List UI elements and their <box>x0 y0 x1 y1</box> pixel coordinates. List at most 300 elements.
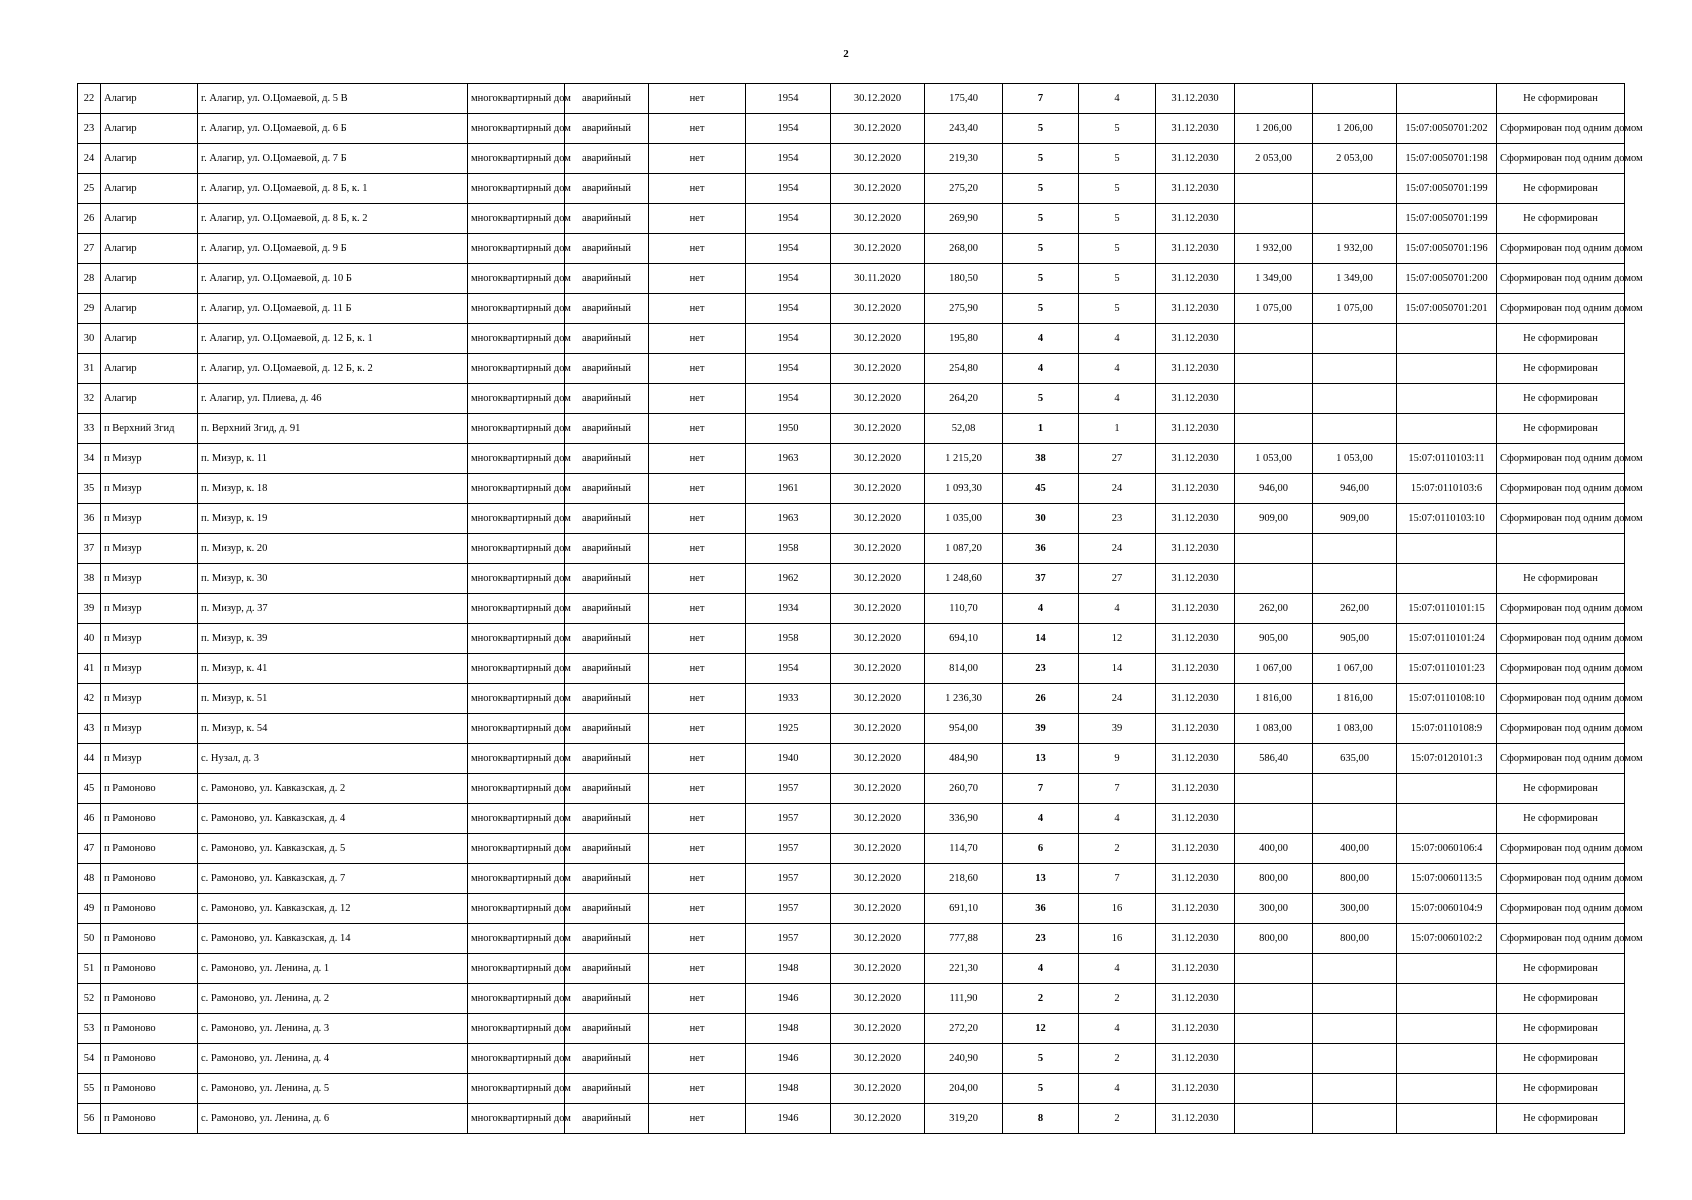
cadastral-number-cell <box>1397 324 1497 354</box>
cadastral-number-cell: 15:07:0050701:202 <box>1397 114 1497 144</box>
land-plot-status-cell: Сформирован под одним домом <box>1497 264 1625 294</box>
resettlement-deadline-cell: 31.12.2030 <box>1156 594 1235 624</box>
residents-count-cell: 36 <box>1003 894 1079 924</box>
land-area-cell: 1 083,00 <box>1235 714 1313 744</box>
condition-cell: аварийный <box>565 324 649 354</box>
included-flag-cell: нет <box>649 354 746 384</box>
included-flag-cell: нет <box>649 714 746 744</box>
land-area-cell <box>1235 324 1313 354</box>
resettlement-deadline-cell: 31.12.2030 <box>1156 1074 1235 1104</box>
row-number-cell: 50 <box>78 924 101 954</box>
premises-count-cell: 5 <box>1079 234 1156 264</box>
resettlement-deadline-cell: 31.12.2030 <box>1156 444 1235 474</box>
resettlement-deadline-cell: 31.12.2030 <box>1156 414 1235 444</box>
address-cell: п. Мизур, д. 37 <box>198 594 468 624</box>
land-area-total-cell: 1 067,00 <box>1313 654 1397 684</box>
included-flag-cell: нет <box>649 204 746 234</box>
resettlement-deadline-cell: 31.12.2030 <box>1156 234 1235 264</box>
land-area-cell <box>1235 954 1313 984</box>
settlement-cell: Алагир <box>101 174 198 204</box>
address-cell: п. Мизур, к. 19 <box>198 504 468 534</box>
resettlement-deadline-cell: 31.12.2030 <box>1156 144 1235 174</box>
residents-count-cell: 7 <box>1003 84 1079 114</box>
land-area-cell: 300,00 <box>1235 894 1313 924</box>
land-area-cell: 800,00 <box>1235 924 1313 954</box>
total-area-cell: 111,90 <box>925 984 1003 1014</box>
table-row <box>78 174 1625 204</box>
building-type-cell: многоквартирный дом <box>468 684 565 714</box>
table-row <box>78 804 1625 834</box>
address-cell: п. Мизур, к. 41 <box>198 654 468 684</box>
land-area-total-cell: 1 083,00 <box>1313 714 1397 744</box>
settlement-cell: Алагир <box>101 354 198 384</box>
total-area-cell: 221,30 <box>925 954 1003 984</box>
land-plot-status-cell: Сформирован под одним домом <box>1497 234 1625 264</box>
building-type-cell: многоквартирный дом <box>468 954 565 984</box>
recognition-date-cell: 30.12.2020 <box>831 684 925 714</box>
land-area-total-cell <box>1313 564 1397 594</box>
year-built-cell: 1957 <box>746 894 831 924</box>
building-type-cell: многоквартирный дом <box>468 924 565 954</box>
premises-count-cell: 5 <box>1079 264 1156 294</box>
page-number: 2 <box>843 48 849 60</box>
land-area-total-cell <box>1313 414 1397 444</box>
table-row <box>78 414 1625 444</box>
resettlement-deadline-cell: 31.12.2030 <box>1156 984 1235 1014</box>
total-area-cell: 691,10 <box>925 894 1003 924</box>
year-built-cell: 1954 <box>746 144 831 174</box>
resettlement-deadline-cell: 31.12.2030 <box>1156 624 1235 654</box>
land-area-total-cell <box>1313 534 1397 564</box>
row-number-cell: 54 <box>78 1044 101 1074</box>
table-row <box>78 144 1625 174</box>
premises-count-cell: 27 <box>1079 444 1156 474</box>
row-number-cell: 35 <box>78 474 101 504</box>
building-type-cell: многоквартирный дом <box>468 894 565 924</box>
premises-count-cell: 4 <box>1079 354 1156 384</box>
row-number-cell: 43 <box>78 714 101 744</box>
land-area-total-cell <box>1313 204 1397 234</box>
premises-count-cell: 24 <box>1079 474 1156 504</box>
cadastral-number-cell: 15:07:0050701:201 <box>1397 294 1497 324</box>
land-plot-status-cell: Сформирован под одним домом <box>1497 444 1625 474</box>
row-number-cell: 26 <box>78 204 101 234</box>
land-area-total-cell: 946,00 <box>1313 474 1397 504</box>
address-cell: г. Алагир, ул. О.Цомаевой, д. 6 Б <box>198 114 468 144</box>
cadastral-number-cell: 15:07:0060102:2 <box>1397 924 1497 954</box>
included-flag-cell: нет <box>649 804 746 834</box>
residents-count-cell: 4 <box>1003 594 1079 624</box>
land-plot-status-cell: Не сформирован <box>1497 1104 1625 1134</box>
settlement-cell: Алагир <box>101 204 198 234</box>
building-type-cell: многоквартирный дом <box>468 84 565 114</box>
total-area-cell: 219,30 <box>925 144 1003 174</box>
recognition-date-cell: 30.12.2020 <box>831 114 925 144</box>
settlement-cell: п Мизур <box>101 684 198 714</box>
row-number-cell: 38 <box>78 564 101 594</box>
land-area-total-cell: 2 053,00 <box>1313 144 1397 174</box>
building-type-cell: многоквартирный дом <box>468 834 565 864</box>
table-row <box>78 624 1625 654</box>
table-row <box>78 564 1625 594</box>
land-plot-status-cell: Не сформирован <box>1497 954 1625 984</box>
premises-count-cell: 5 <box>1079 114 1156 144</box>
settlement-cell: Алагир <box>101 234 198 264</box>
building-type-cell: многоквартирный дом <box>468 864 565 894</box>
residents-count-cell: 5 <box>1003 114 1079 144</box>
settlement-cell: Алагир <box>101 324 198 354</box>
building-type-cell: многоквартирный дом <box>468 804 565 834</box>
recognition-date-cell: 30.12.2020 <box>831 1044 925 1074</box>
recognition-date-cell: 30.12.2020 <box>831 834 925 864</box>
included-flag-cell: нет <box>649 414 746 444</box>
condition-cell: аварийный <box>565 954 649 984</box>
table-row <box>78 1044 1625 1074</box>
residents-count-cell: 30 <box>1003 504 1079 534</box>
building-type-cell: многоквартирный дом <box>468 654 565 684</box>
land-area-cell: 1 206,00 <box>1235 114 1313 144</box>
recognition-date-cell: 30.12.2020 <box>831 864 925 894</box>
land-plot-status-cell: Не сформирован <box>1497 354 1625 384</box>
land-area-cell <box>1235 1074 1313 1104</box>
premises-count-cell: 1 <box>1079 414 1156 444</box>
land-area-total-cell <box>1313 774 1397 804</box>
condition-cell: аварийный <box>565 294 649 324</box>
recognition-date-cell: 30.12.2020 <box>831 234 925 264</box>
building-type-cell: многоквартирный дом <box>468 594 565 624</box>
settlement-cell: п Рамоново <box>101 774 198 804</box>
row-number-cell: 45 <box>78 774 101 804</box>
building-type-cell: многоквартирный дом <box>468 144 565 174</box>
land-area-total-cell: 1 816,00 <box>1313 684 1397 714</box>
condition-cell: аварийный <box>565 714 649 744</box>
recognition-date-cell: 30.12.2020 <box>831 624 925 654</box>
condition-cell: аварийный <box>565 144 649 174</box>
total-area-cell: 814,00 <box>925 654 1003 684</box>
building-type-cell: многоквартирный дом <box>468 114 565 144</box>
recognition-date-cell: 30.12.2020 <box>831 174 925 204</box>
total-area-cell: 254,80 <box>925 354 1003 384</box>
included-flag-cell: нет <box>649 384 746 414</box>
residents-count-cell: 5 <box>1003 144 1079 174</box>
premises-count-cell: 24 <box>1079 684 1156 714</box>
row-number-cell: 40 <box>78 624 101 654</box>
recognition-date-cell: 30.12.2020 <box>831 84 925 114</box>
resettlement-deadline-cell: 31.12.2030 <box>1156 684 1235 714</box>
land-area-cell: 800,00 <box>1235 864 1313 894</box>
land-area-cell <box>1235 84 1313 114</box>
resettlement-deadline-cell: 31.12.2030 <box>1156 324 1235 354</box>
cadastral-number-cell: 15:07:0120101:3 <box>1397 744 1497 774</box>
premises-count-cell: 24 <box>1079 534 1156 564</box>
settlement-cell: п Рамоново <box>101 954 198 984</box>
table-row <box>78 984 1625 1014</box>
land-area-cell: 586,40 <box>1235 744 1313 774</box>
land-plot-status-cell: Не сформирован <box>1497 84 1625 114</box>
condition-cell: аварийный <box>565 354 649 384</box>
building-type-cell: многоквартирный дом <box>468 1044 565 1074</box>
table-row <box>78 954 1625 984</box>
land-area-cell <box>1235 1044 1313 1074</box>
table-row <box>78 354 1625 384</box>
row-number-cell: 34 <box>78 444 101 474</box>
residents-count-cell: 14 <box>1003 624 1079 654</box>
premises-count-cell: 2 <box>1079 834 1156 864</box>
residents-count-cell: 5 <box>1003 1074 1079 1104</box>
land-area-cell <box>1235 774 1313 804</box>
table-row <box>78 444 1625 474</box>
year-built-cell: 1934 <box>746 594 831 624</box>
residents-count-cell: 4 <box>1003 324 1079 354</box>
land-area-cell <box>1235 1104 1313 1134</box>
recognition-date-cell: 30.12.2020 <box>831 894 925 924</box>
year-built-cell: 1946 <box>746 1044 831 1074</box>
residents-count-cell: 5 <box>1003 204 1079 234</box>
included-flag-cell: нет <box>649 654 746 684</box>
land-area-total-cell <box>1313 984 1397 1014</box>
land-area-cell: 946,00 <box>1235 474 1313 504</box>
building-type-cell: многоквартирный дом <box>468 444 565 474</box>
residents-count-cell: 38 <box>1003 444 1079 474</box>
total-area-cell: 1 035,00 <box>925 504 1003 534</box>
building-type-cell: многоквартирный дом <box>468 204 565 234</box>
included-flag-cell: нет <box>649 834 746 864</box>
land-plot-status-cell: Сформирован под одним домом <box>1497 924 1625 954</box>
address-cell: г. Алагир, ул. О.Цомаевой, д. 5 В <box>198 84 468 114</box>
resettlement-deadline-cell: 31.12.2030 <box>1156 1104 1235 1134</box>
cadastral-number-cell: 15:07:0050701:199 <box>1397 204 1497 234</box>
year-built-cell: 1948 <box>746 1074 831 1104</box>
land-area-cell: 1 816,00 <box>1235 684 1313 714</box>
included-flag-cell: нет <box>649 324 746 354</box>
year-built-cell: 1958 <box>746 624 831 654</box>
building-type-cell: многоквартирный дом <box>468 714 565 744</box>
row-number-cell: 47 <box>78 834 101 864</box>
total-area-cell: 694,10 <box>925 624 1003 654</box>
premises-count-cell: 2 <box>1079 1044 1156 1074</box>
recognition-date-cell: 30.12.2020 <box>831 654 925 684</box>
settlement-cell: п Рамоново <box>101 804 198 834</box>
building-type-cell: многоквартирный дом <box>468 234 565 264</box>
recognition-date-cell: 30.12.2020 <box>831 1104 925 1134</box>
address-cell: п. Мизур, к. 20 <box>198 534 468 564</box>
cadastral-number-cell: 15:07:0060106:4 <box>1397 834 1497 864</box>
total-area-cell: 180,50 <box>925 264 1003 294</box>
land-area-cell: 2 053,00 <box>1235 144 1313 174</box>
included-flag-cell: нет <box>649 744 746 774</box>
residents-count-cell: 36 <box>1003 534 1079 564</box>
land-area-total-cell: 1 932,00 <box>1313 234 1397 264</box>
settlement-cell: п Рамоново <box>101 1014 198 1044</box>
cadastral-number-cell: 15:07:0110108:10 <box>1397 684 1497 714</box>
land-area-cell <box>1235 354 1313 384</box>
cadastral-number-cell <box>1397 384 1497 414</box>
year-built-cell: 1954 <box>746 174 831 204</box>
row-number-cell: 56 <box>78 1104 101 1134</box>
residents-count-cell: 4 <box>1003 354 1079 384</box>
land-area-cell <box>1235 204 1313 234</box>
address-cell: г. Алагир, ул. О.Цомаевой, д. 8 Б, к. 2 <box>198 204 468 234</box>
settlement-cell: п Рамоново <box>101 894 198 924</box>
cadastral-number-cell <box>1397 954 1497 984</box>
row-number-cell: 48 <box>78 864 101 894</box>
settlement-cell: п Мизур <box>101 504 198 534</box>
premises-count-cell: 4 <box>1079 954 1156 984</box>
building-type-cell: многоквартирный дом <box>468 1104 565 1134</box>
land-plot-status-cell: Не сформирован <box>1497 804 1625 834</box>
cadastral-number-cell <box>1397 84 1497 114</box>
housing-register-table <box>77 83 1643 1134</box>
table-row <box>78 774 1625 804</box>
year-built-cell: 1954 <box>746 654 831 684</box>
building-type-cell: многоквартирный дом <box>468 324 565 354</box>
residents-count-cell: 5 <box>1003 234 1079 264</box>
building-type-cell: многоквартирный дом <box>468 264 565 294</box>
land-plot-status-cell: Не сформирован <box>1497 384 1625 414</box>
total-area-cell: 275,20 <box>925 174 1003 204</box>
year-built-cell: 1948 <box>746 954 831 984</box>
resettlement-deadline-cell: 31.12.2030 <box>1156 204 1235 234</box>
land-plot-status-cell: Не сформирован <box>1497 984 1625 1014</box>
included-flag-cell: нет <box>649 864 746 894</box>
land-plot-status-cell: Сформирован под одним домом <box>1497 474 1625 504</box>
year-built-cell: 1957 <box>746 774 831 804</box>
total-area-cell: 243,40 <box>925 114 1003 144</box>
table-row <box>78 234 1625 264</box>
premises-count-cell: 5 <box>1079 144 1156 174</box>
year-built-cell: 1957 <box>746 834 831 864</box>
address-cell: с. Рамоново, ул. Кавказская, д. 12 <box>198 894 468 924</box>
address-cell: с. Рамоново, ул. Кавказская, д. 5 <box>198 834 468 864</box>
building-type-cell: многоквартирный дом <box>468 1014 565 1044</box>
condition-cell: аварийный <box>565 864 649 894</box>
land-area-total-cell: 300,00 <box>1313 894 1397 924</box>
land-area-total-cell: 1 349,00 <box>1313 264 1397 294</box>
year-built-cell: 1957 <box>746 804 831 834</box>
address-cell: п. Мизур, к. 39 <box>198 624 468 654</box>
recognition-date-cell: 30.12.2020 <box>831 774 925 804</box>
total-area-cell: 1 093,30 <box>925 474 1003 504</box>
recognition-date-cell: 30.12.2020 <box>831 924 925 954</box>
land-area-total-cell <box>1313 1044 1397 1074</box>
land-plot-status-cell: Сформирован под одним домом <box>1497 834 1625 864</box>
settlement-cell: п Мизур <box>101 744 198 774</box>
resettlement-deadline-cell: 31.12.2030 <box>1156 834 1235 864</box>
total-area-cell: 1 248,60 <box>925 564 1003 594</box>
table-row <box>78 534 1625 564</box>
land-area-cell <box>1235 174 1313 204</box>
building-type-cell: многоквартирный дом <box>468 294 565 324</box>
cadastral-number-cell <box>1397 1104 1497 1134</box>
resettlement-deadline-cell: 31.12.2030 <box>1156 474 1235 504</box>
cadastral-number-cell <box>1397 1074 1497 1104</box>
recognition-date-cell: 30.12.2020 <box>831 714 925 744</box>
row-number-cell: 24 <box>78 144 101 174</box>
building-type-cell: многоквартирный дом <box>468 504 565 534</box>
resettlement-deadline-cell: 31.12.2030 <box>1156 504 1235 534</box>
land-area-total-cell <box>1313 1014 1397 1044</box>
residents-count-cell: 5 <box>1003 264 1079 294</box>
year-built-cell: 1946 <box>746 1104 831 1134</box>
building-type-cell: многоквартирный дом <box>468 624 565 654</box>
land-area-total-cell: 905,00 <box>1313 624 1397 654</box>
premises-count-cell: 12 <box>1079 624 1156 654</box>
total-area-cell: 218,60 <box>925 864 1003 894</box>
address-cell: с. Рамоново, ул. Ленина, д. 6 <box>198 1104 468 1134</box>
resettlement-deadline-cell: 31.12.2030 <box>1156 1014 1235 1044</box>
total-area-cell: 195,80 <box>925 324 1003 354</box>
condition-cell: аварийный <box>565 924 649 954</box>
row-number-cell: 22 <box>78 84 101 114</box>
condition-cell: аварийный <box>565 204 649 234</box>
land-area-total-cell <box>1313 1104 1397 1134</box>
address-cell: п. Мизур, к. 54 <box>198 714 468 744</box>
address-cell: с. Рамоново, ул. Кавказская, д. 4 <box>198 804 468 834</box>
resettlement-deadline-cell: 31.12.2030 <box>1156 564 1235 594</box>
total-area-cell: 1 215,20 <box>925 444 1003 474</box>
condition-cell: аварийный <box>565 804 649 834</box>
building-type-cell: многоквартирный дом <box>468 984 565 1014</box>
recognition-date-cell: 30.12.2020 <box>831 744 925 774</box>
condition-cell: аварийный <box>565 264 649 294</box>
premises-count-cell: 5 <box>1079 294 1156 324</box>
land-area-cell: 262,00 <box>1235 594 1313 624</box>
land-area-cell: 1 349,00 <box>1235 264 1313 294</box>
row-number-cell: 29 <box>78 294 101 324</box>
resettlement-deadline-cell: 31.12.2030 <box>1156 744 1235 774</box>
recognition-date-cell: 30.12.2020 <box>831 534 925 564</box>
residents-count-cell: 1 <box>1003 414 1079 444</box>
row-number-cell: 41 <box>78 654 101 684</box>
recognition-date-cell: 30.12.2020 <box>831 294 925 324</box>
address-cell: с. Рамоново, ул. Ленина, д. 4 <box>198 1044 468 1074</box>
table-row <box>78 654 1625 684</box>
residents-count-cell: 37 <box>1003 564 1079 594</box>
total-area-cell: 777,88 <box>925 924 1003 954</box>
address-cell: с. Нузал, д. 3 <box>198 744 468 774</box>
residents-count-cell: 5 <box>1003 384 1079 414</box>
premises-count-cell: 9 <box>1079 744 1156 774</box>
year-built-cell: 1940 <box>746 744 831 774</box>
cadastral-number-cell: 15:07:0110101:15 <box>1397 594 1497 624</box>
row-number-cell: 46 <box>78 804 101 834</box>
condition-cell: аварийный <box>565 1074 649 1104</box>
included-flag-cell: нет <box>649 84 746 114</box>
settlement-cell: п Мизур <box>101 714 198 744</box>
address-cell: с. Рамоново, ул. Кавказская, д. 2 <box>198 774 468 804</box>
row-number-cell: 32 <box>78 384 101 414</box>
building-type-cell: многоквартирный дом <box>468 564 565 594</box>
year-built-cell: 1954 <box>746 354 831 384</box>
address-cell: г. Алагир, ул. Плиева, д. 46 <box>198 384 468 414</box>
year-built-cell: 1948 <box>746 1014 831 1044</box>
condition-cell: аварийный <box>565 774 649 804</box>
residents-count-cell: 12 <box>1003 1014 1079 1044</box>
residents-count-cell: 4 <box>1003 804 1079 834</box>
row-number-cell: 27 <box>78 234 101 264</box>
residents-count-cell: 8 <box>1003 1104 1079 1134</box>
land-area-total-cell: 800,00 <box>1313 864 1397 894</box>
included-flag-cell: нет <box>649 624 746 654</box>
year-built-cell: 1954 <box>746 384 831 414</box>
total-area-cell: 268,00 <box>925 234 1003 264</box>
premises-count-cell: 27 <box>1079 564 1156 594</box>
land-area-total-cell: 1 053,00 <box>1313 444 1397 474</box>
premises-count-cell: 2 <box>1079 984 1156 1014</box>
row-number-cell: 49 <box>78 894 101 924</box>
row-number-cell: 39 <box>78 594 101 624</box>
premises-count-cell: 4 <box>1079 1014 1156 1044</box>
